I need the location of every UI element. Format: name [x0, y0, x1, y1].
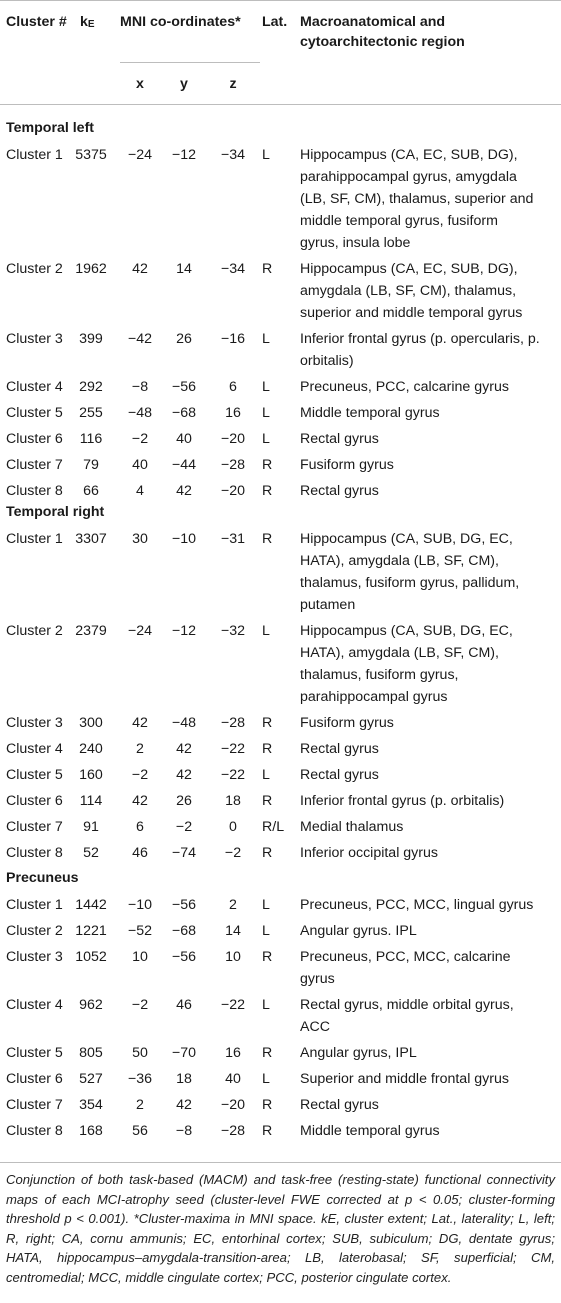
laterality-cell: L: [262, 379, 270, 395]
mni-subheader-rule: [120, 62, 260, 63]
cluster-name-cell: Cluster 5: [6, 767, 63, 783]
cluster-name-cell: Cluster 6: [6, 1071, 63, 1087]
laterality-cell: L: [262, 431, 270, 447]
y-cell: −70: [171, 1045, 197, 1061]
header-ke-sub: E: [87, 19, 95, 30]
x-cell: 56: [132, 1123, 148, 1139]
y-cell: −12: [171, 147, 197, 163]
cluster-name-cell: Cluster 1: [6, 147, 63, 163]
region-line: orbitalis): [300, 353, 354, 369]
z-cell: −28: [220, 457, 246, 473]
region-line: parahippocampal gyrus: [300, 689, 448, 705]
z-cell: 14: [225, 923, 241, 939]
cluster-name-cell: Cluster 7: [6, 457, 63, 473]
y-cell: −68: [171, 923, 197, 939]
region-line: gyrus, insula lobe: [300, 235, 411, 251]
z-cell: −22: [220, 767, 246, 783]
cluster-name-cell: Cluster 8: [6, 845, 63, 861]
x-cell: 2: [136, 741, 144, 757]
region-line: Rectal gyrus: [300, 767, 379, 783]
x-cell: 10: [132, 949, 148, 965]
ke-cell: 240: [79, 741, 103, 757]
y-cell: 26: [176, 331, 192, 347]
region-line: (LB, SF, CM), thalamus, superior and: [300, 191, 534, 207]
section-heading: Temporal right: [6, 504, 105, 520]
header-lat: Lat.: [262, 14, 288, 30]
ke-cell: 79: [83, 457, 99, 473]
header-y: y: [180, 76, 188, 92]
x-cell: −24: [127, 623, 153, 639]
z-cell: −28: [220, 1123, 246, 1139]
z-cell: 40: [225, 1071, 241, 1087]
region-line: Angular gyrus, IPL: [300, 1045, 417, 1061]
ke-cell: 255: [79, 405, 103, 421]
region-line: Inferior occipital gyrus: [300, 845, 438, 861]
y-cell: −56: [171, 949, 197, 965]
region-cell: [300, 1068, 555, 1090]
x-cell: 42: [132, 715, 148, 731]
z-cell: −34: [220, 147, 246, 163]
region-cell: [300, 712, 555, 734]
laterality-cell: R: [262, 1045, 273, 1061]
laterality-cell: L: [262, 405, 270, 421]
ke-cell: 91: [83, 819, 99, 835]
cluster-name-cell: Cluster 7: [6, 819, 63, 835]
ke-cell: 527: [79, 1071, 103, 1087]
section-heading: Precuneus: [6, 870, 79, 886]
region-line: Middle temporal gyrus: [300, 1123, 440, 1139]
region-cell: [300, 994, 555, 1038]
z-cell: −28: [220, 715, 246, 731]
table-bottom-rule: [0, 1162, 561, 1163]
z-cell: 16: [225, 405, 241, 421]
region-line: Rectal gyrus: [300, 1097, 379, 1113]
ke-cell: 168: [79, 1123, 103, 1139]
z-cell: −16: [220, 331, 246, 347]
ke-cell: 354: [79, 1097, 103, 1113]
x-cell: −24: [127, 147, 153, 163]
cluster-name-cell: Cluster 2: [6, 261, 63, 277]
region-cell: [300, 258, 555, 324]
header-cluster: Cluster #: [6, 14, 67, 30]
y-cell: 42: [176, 483, 192, 499]
laterality-cell: L: [262, 997, 270, 1013]
region-cell: [300, 816, 555, 838]
laterality-cell: R: [262, 483, 273, 499]
z-cell: −22: [220, 997, 246, 1013]
x-cell: 42: [132, 261, 148, 277]
x-cell: −8: [131, 379, 149, 395]
region-line: middle temporal gyrus, fusiform: [300, 213, 498, 229]
region-line: HATA), amygdala (LB, SF, CM),: [300, 553, 499, 569]
z-cell: −32: [220, 623, 246, 639]
z-cell: 6: [229, 379, 237, 395]
region-line: Rectal gyrus: [300, 741, 379, 757]
region-line: Hippocampus (CA, EC, SUB, DG),: [300, 261, 518, 277]
cluster-name-cell: Cluster 5: [6, 405, 63, 421]
region-cell: [300, 842, 555, 864]
region-line: Rectal gyrus: [300, 483, 379, 499]
region-line: Hippocampus (CA, EC, SUB, DG),: [300, 147, 518, 163]
ke-cell: 2379: [75, 623, 107, 639]
ke-cell: 52: [83, 845, 99, 861]
cluster-name-cell: Cluster 1: [6, 897, 63, 913]
laterality-cell: R: [262, 793, 273, 809]
x-cell: −42: [127, 331, 153, 347]
cluster-name-cell: Cluster 5: [6, 1045, 63, 1061]
cluster-name-cell: Cluster 7: [6, 1097, 63, 1113]
x-cell: −2: [131, 431, 149, 447]
ke-cell: 3307: [75, 531, 107, 547]
ke-cell: 160: [79, 767, 103, 783]
region-cell: [300, 764, 555, 786]
region-line: putamen: [300, 597, 356, 613]
region-cell: [300, 738, 555, 760]
cluster-name-cell: Cluster 6: [6, 793, 63, 809]
region-line: amygdala (LB, SF, CM), thalamus,: [300, 283, 517, 299]
cluster-name-cell: Cluster 6: [6, 431, 63, 447]
y-cell: −12: [171, 623, 197, 639]
cluster-name-cell: Cluster 4: [6, 997, 63, 1013]
region-line: HATA), amygdala (LB, SF, CM),: [300, 645, 499, 661]
x-cell: 40: [132, 457, 148, 473]
ke-cell: 962: [79, 997, 103, 1013]
region-line: gyrus: [300, 971, 335, 987]
region-line: Inferior frontal gyrus (p. orbitalis): [300, 793, 505, 809]
region-cell: [300, 920, 555, 942]
ke-cell: 300: [79, 715, 103, 731]
region-cell: [300, 480, 555, 502]
y-cell: 42: [176, 1097, 192, 1113]
laterality-cell: R: [262, 261, 273, 277]
ke-cell: 1962: [75, 261, 107, 277]
region-line: Angular gyrus. IPL: [300, 923, 417, 939]
region-cell: [300, 144, 555, 254]
y-cell: 46: [176, 997, 192, 1013]
x-cell: −2: [131, 767, 149, 783]
ke-cell: 1442: [75, 897, 107, 913]
region-cell: [300, 1094, 555, 1116]
cluster-name-cell: Cluster 4: [6, 379, 63, 395]
x-cell: −52: [127, 923, 153, 939]
laterality-cell: L: [262, 923, 270, 939]
cluster-name-cell: Cluster 2: [6, 623, 63, 639]
region-line: Medial thalamus: [300, 819, 404, 835]
region-cell: [300, 528, 555, 616]
y-cell: 18: [176, 1071, 192, 1087]
region-line: Hippocampus (CA, SUB, DG, EC,: [300, 531, 513, 547]
x-cell: 42: [132, 793, 148, 809]
ke-cell: 1052: [75, 949, 107, 965]
region-cell: [300, 1120, 555, 1142]
y-cell: 40: [176, 431, 192, 447]
ke-cell: 116: [79, 431, 103, 447]
section-heading: Temporal left: [6, 120, 95, 136]
ke-cell: 5375: [75, 147, 107, 163]
laterality-cell: R: [262, 845, 273, 861]
y-cell: 42: [176, 767, 192, 783]
x-cell: 6: [136, 819, 144, 835]
z-cell: −20: [220, 483, 246, 499]
table-top-rule: [0, 0, 561, 1]
x-cell: 4: [136, 483, 144, 499]
cluster-name-cell: Cluster 3: [6, 331, 63, 347]
laterality-cell: R: [262, 1097, 273, 1113]
x-cell: 46: [132, 845, 148, 861]
ke-cell: 292: [79, 379, 103, 395]
region-line: parahippocampal gyrus, amygdala: [300, 169, 517, 185]
x-cell: −10: [127, 897, 153, 913]
header-ke: [80, 12, 95, 34]
y-cell: −8: [175, 1123, 193, 1139]
y-cell: −48: [171, 715, 197, 731]
region-line: Precuneus, PCC, calcarine gyrus: [300, 379, 509, 395]
table-footnote: Conjunction of both task-based (MACM) and task-free (resting-state) functional connectivity maps of each MCI-atrophy seed (cluster-level FWE corrected at p < 0.05; cluster-forming threshold p < 0.001). *Cluster-maxima in MNI space. kE, cluster extent; Lat., laterality; L, left; R, right; CA, cornu ammunis; EC, entorhinal cortex; SUB, subiculum; DG, dentate gyrus; HATA, hippocampus–amygdala-transition-area; LB, laterobasal; SF, superficial; CM, centromedial; MCC, middle cingulate cortex; PCC, posterior cingulate cortex.: [6, 1172, 555, 1285]
ke-cell: 399: [79, 331, 103, 347]
laterality-cell: R: [262, 531, 273, 547]
cluster-name-cell: Cluster 2: [6, 923, 63, 939]
region-cell: [300, 790, 555, 812]
region-cell: [300, 1042, 555, 1064]
z-cell: 18: [225, 793, 241, 809]
region-line: Precuneus, PCC, MCC, lingual gyrus: [300, 897, 534, 913]
laterality-cell: R: [262, 1123, 273, 1139]
ke-cell: 66: [83, 483, 99, 499]
x-cell: 30: [132, 531, 148, 547]
y-cell: −2: [175, 819, 193, 835]
cluster-name-cell: Cluster 8: [6, 1123, 63, 1139]
header-bottom-rule: [0, 104, 561, 105]
header-region: Macroanatomical and cytoarchitectonic region: [300, 14, 465, 50]
laterality-cell: L: [262, 147, 270, 163]
z-cell: −20: [220, 431, 246, 447]
z-cell: −34: [220, 261, 246, 277]
y-cell: −44: [171, 457, 197, 473]
cluster-name-cell: Cluster 3: [6, 949, 63, 965]
header-z: z: [229, 76, 237, 92]
region-line: Rectal gyrus, middle orbital gyrus,: [300, 997, 514, 1013]
laterality-cell: R: [262, 949, 273, 965]
z-cell: −20: [220, 1097, 246, 1113]
laterality-cell: L: [262, 897, 270, 913]
laterality-cell: R: [262, 741, 273, 757]
y-cell: −68: [171, 405, 197, 421]
ke-cell: 805: [79, 1045, 103, 1061]
y-cell: −74: [171, 845, 197, 861]
laterality-cell: L: [262, 1071, 270, 1087]
region-cell: [300, 376, 555, 398]
region-line: Fusiform gyrus: [300, 715, 394, 731]
region-cell: [300, 946, 555, 990]
laterality-cell: R/L: [262, 819, 285, 835]
x-cell: −2: [131, 997, 149, 1013]
ke-cell: 1221: [75, 923, 107, 939]
laterality-cell: L: [262, 623, 270, 639]
region-line: Hippocampus (CA, SUB, DG, EC,: [300, 623, 513, 639]
region-cell: [300, 328, 555, 372]
laterality-cell: R: [262, 715, 273, 731]
region-line: ACC: [300, 1019, 330, 1035]
header-mni: MNI co-ordinates*: [120, 14, 241, 30]
header-x: x: [136, 76, 144, 92]
cluster-name-cell: Cluster 3: [6, 715, 63, 731]
y-cell: 42: [176, 741, 192, 757]
y-cell: −56: [171, 379, 197, 395]
x-cell: −48: [127, 405, 153, 421]
ke-cell: 114: [79, 793, 103, 809]
x-cell: 2: [136, 1097, 144, 1113]
x-cell: 50: [132, 1045, 148, 1061]
cluster-name-cell: Cluster 4: [6, 741, 63, 757]
cluster-name-cell: Cluster 8: [6, 483, 63, 499]
z-cell: −22: [220, 741, 246, 757]
region-cell: [300, 428, 555, 450]
y-cell: −56: [171, 897, 197, 913]
x-cell: −36: [127, 1071, 153, 1087]
region-line: Precuneus, PCC, MCC, calcarine: [300, 949, 511, 965]
z-cell: 16: [225, 1045, 241, 1061]
y-cell: 26: [176, 793, 192, 809]
region-line: superior and middle temporal gyrus: [300, 305, 523, 321]
z-cell: −31: [220, 531, 246, 547]
region-cell: [300, 894, 555, 916]
z-cell: 0: [229, 819, 237, 835]
cluster-name-cell: Cluster 1: [6, 531, 63, 547]
region-line: Fusiform gyrus: [300, 457, 394, 473]
laterality-cell: R: [262, 457, 273, 473]
z-cell: 2: [229, 897, 237, 913]
region-line: Inferior frontal gyrus (p. opercularis, p.: [300, 331, 540, 347]
region-line: Rectal gyrus: [300, 431, 379, 447]
y-cell: 14: [176, 261, 192, 277]
region-line: Middle temporal gyrus: [300, 405, 440, 421]
region-line: thalamus, fusiform gyrus, pallidum,: [300, 575, 520, 591]
region-cell: [300, 402, 555, 424]
region-line: Superior and middle frontal gyrus: [300, 1071, 509, 1087]
laterality-cell: L: [262, 767, 270, 783]
y-cell: −10: [171, 531, 197, 547]
header-ke-main: k: [80, 14, 88, 30]
region-cell: [300, 454, 555, 476]
region-cell: [300, 620, 555, 708]
region-line: thalamus, fusiform gyrus,: [300, 667, 459, 683]
laterality-cell: L: [262, 331, 270, 347]
z-cell: −2: [224, 845, 242, 861]
z-cell: 10: [225, 949, 241, 965]
